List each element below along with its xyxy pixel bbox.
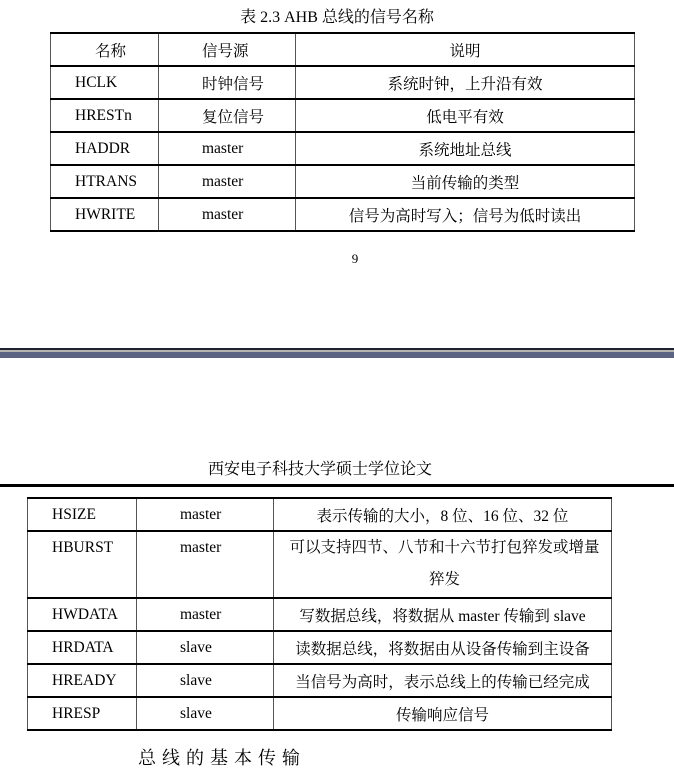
signal-description: 表示传输的大小，8 位、16 位、32 位 <box>274 498 612 531</box>
signal-name: HTRANS <box>51 165 159 198</box>
signal-source: 时钟信号 <box>159 66 296 99</box>
signal-description: 可以支持四节、八节和十六节打包猝发或增量猝发 <box>274 531 612 598</box>
signal-name: HBURST <box>28 531 137 598</box>
signal-source: master <box>137 598 274 631</box>
table-row <box>28 498 612 531</box>
header-name: 名称 <box>51 33 159 66</box>
signal-source: slave <box>137 664 274 697</box>
page-number: 9 <box>351 251 359 266</box>
signal-name: HADDR <box>51 132 159 165</box>
signal-name: HRESTn <box>51 99 159 132</box>
table-caption: 表 2.3 AHB 总线的信号名称 <box>240 9 434 26</box>
signal-name: HWDATA <box>28 598 137 631</box>
signal-description: 当信号为高时，表示总线上的传输已经完成 <box>274 664 612 697</box>
signal-description: 系统地址总线 <box>296 132 635 165</box>
table-row <box>51 99 635 132</box>
signal-source: 复位信号 <box>159 99 296 132</box>
table-row <box>28 631 612 664</box>
table-header-row <box>51 33 635 66</box>
signal-description: 信号为高时写入；信号为低时读出 <box>296 198 635 231</box>
signal-source: slave <box>137 697 274 730</box>
table-row <box>28 531 612 598</box>
signal-name: HCLK <box>51 66 159 99</box>
table-row <box>51 66 635 99</box>
signal-description: 写数据总线，将数据从 master 传输到 slave <box>274 598 612 631</box>
table-row <box>28 598 612 631</box>
signal-description: 当前传输的类型 <box>296 165 635 198</box>
signal-source: slave <box>137 631 274 664</box>
table-row <box>28 697 612 730</box>
ahb-signal-table-part2 <box>27 497 612 731</box>
signal-name: HRDATA <box>28 631 137 664</box>
signal-name: HRESP <box>28 697 137 730</box>
signal-source: master <box>159 198 296 231</box>
table-row <box>51 132 635 165</box>
signal-source: master <box>137 498 274 531</box>
signal-description: 读数据总线，将数据由从设备传输到主设备 <box>274 631 612 664</box>
signal-description: 传输响应信号 <box>274 697 612 730</box>
signal-source: master <box>159 165 296 198</box>
ahb-signal-table-part1 <box>50 32 635 232</box>
signal-source: master <box>159 132 296 165</box>
signal-source: master <box>137 531 274 598</box>
table-row <box>51 165 635 198</box>
table-row <box>51 198 635 231</box>
running-header: 西安电子科技大学硕士学位论文 <box>207 461 432 478</box>
page-separator-band <box>0 352 674 358</box>
signal-name: HREADY <box>28 664 137 697</box>
section-heading-clipped: 总线的基本传输 <box>138 748 306 768</box>
header-rule <box>0 484 674 487</box>
header-source: 信号源 <box>159 33 296 66</box>
signal-description: 系统时钟，上升沿有效 <box>296 66 635 99</box>
header-description: 说明 <box>296 33 635 66</box>
signal-name: HSIZE <box>28 498 137 531</box>
signal-description: 低电平有效 <box>296 99 635 132</box>
table-row <box>28 664 612 697</box>
signal-name: HWRITE <box>51 198 159 231</box>
